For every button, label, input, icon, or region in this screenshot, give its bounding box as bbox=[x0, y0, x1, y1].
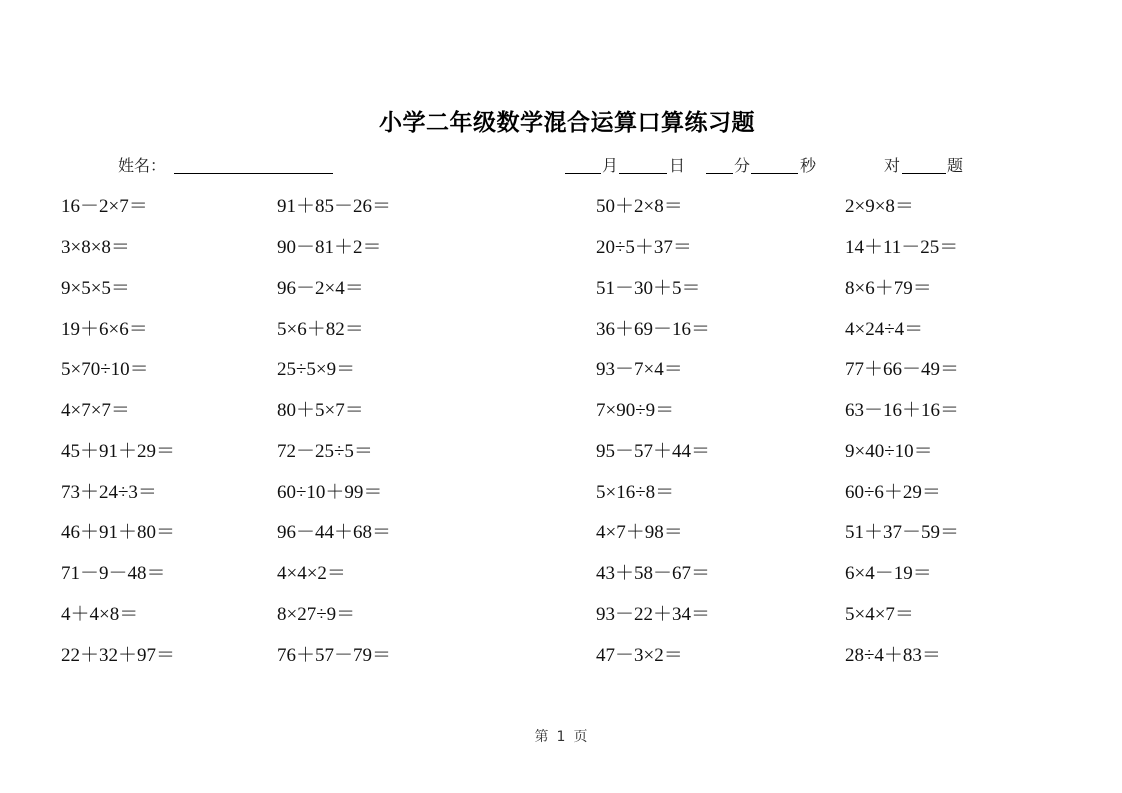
page-title: 小学二年级数学混合运算口算练习题 bbox=[379, 110, 755, 136]
problem-item: 71－9－48＝ bbox=[61, 563, 166, 584]
problem-item: 60÷6＋29＝ bbox=[845, 482, 941, 503]
problem-item: 28÷4＋83＝ bbox=[845, 645, 941, 666]
problem-item: 7×90÷9＝ bbox=[596, 400, 675, 421]
problem-item: 16－2×7＝ bbox=[61, 196, 148, 217]
problem-item: 4＋4×8＝ bbox=[61, 604, 139, 625]
problem-item: 8×27÷9＝ bbox=[277, 604, 356, 625]
correct-count-blank-line[interactable] bbox=[902, 173, 946, 174]
minute-blank-line[interactable] bbox=[706, 173, 733, 174]
problem-item: 5×4×7＝ bbox=[845, 604, 914, 625]
problem-item: 76＋57－79＝ bbox=[277, 645, 392, 666]
problem-item: 20÷5＋37＝ bbox=[596, 237, 692, 258]
second-label: 秒 bbox=[800, 156, 817, 175]
problem-item: 4×24÷4＝ bbox=[845, 319, 924, 340]
problem-item: 4×7＋98＝ bbox=[596, 522, 683, 543]
problem-item: 50＋2×8＝ bbox=[596, 196, 683, 217]
problem-item: 72－25÷5＝ bbox=[277, 441, 373, 462]
problem-item: 47－3×2＝ bbox=[596, 645, 683, 666]
problem-item: 6×4－19＝ bbox=[845, 563, 932, 584]
problem-item: 51＋37－59＝ bbox=[845, 522, 960, 543]
page-footer bbox=[0, 726, 1122, 746]
name-blank-line[interactable] bbox=[174, 173, 333, 174]
problem-item: 43＋58－67＝ bbox=[596, 563, 711, 584]
problem-item: 8×6＋79＝ bbox=[845, 278, 932, 299]
problem-item: 25÷5×9＝ bbox=[277, 359, 356, 380]
problem-item: 5×6＋82＝ bbox=[277, 319, 364, 340]
problem-item: 93－7×4＝ bbox=[596, 359, 683, 380]
problem-item: 46＋91＋80＝ bbox=[61, 522, 176, 543]
second-blank-line[interactable] bbox=[751, 173, 798, 174]
footer-prefix: 第 bbox=[534, 729, 549, 745]
problem-item: 96－2×4＝ bbox=[277, 278, 364, 299]
problem-item: 2×9×8＝ bbox=[845, 196, 914, 217]
day-blank-line[interactable] bbox=[619, 173, 667, 174]
problem-item: 91＋85－26＝ bbox=[277, 196, 392, 217]
problem-item: 22＋32＋97＝ bbox=[61, 645, 176, 666]
problem-item: 95－57＋44＝ bbox=[596, 441, 711, 462]
problem-item: 51－30＋5＝ bbox=[596, 278, 701, 299]
problem-item: 77＋66－49＝ bbox=[845, 359, 960, 380]
month-blank-line[interactable] bbox=[565, 173, 601, 174]
problem-item: 19＋6×6＝ bbox=[61, 319, 148, 340]
problem-item: 3×8×8＝ bbox=[61, 237, 130, 258]
page-number: 1 bbox=[556, 729, 566, 745]
problem-item: 4×4×2＝ bbox=[277, 563, 346, 584]
problem-item: 5×70÷10＝ bbox=[61, 359, 149, 380]
correct-label: 对 bbox=[884, 156, 901, 175]
problem-item: 63－16＋16＝ bbox=[845, 400, 960, 421]
name-label: 姓名： bbox=[118, 156, 167, 175]
problem-item: 45＋91＋29＝ bbox=[61, 441, 176, 462]
month-label: 月 bbox=[602, 156, 619, 175]
problem-item: 96－44＋68＝ bbox=[277, 522, 392, 543]
problem-item: 60÷10＋99＝ bbox=[277, 482, 383, 503]
problem-item: 4×7×7＝ bbox=[61, 400, 130, 421]
questions-label: 题 bbox=[947, 156, 964, 175]
problem-item: 9×5×5＝ bbox=[61, 278, 130, 299]
problem-item: 36＋69－16＝ bbox=[596, 319, 711, 340]
problem-item: 73＋24÷3＝ bbox=[61, 482, 157, 503]
minute-label: 分 bbox=[734, 156, 751, 175]
problem-item: 90－81＋2＝ bbox=[277, 237, 382, 258]
problem-item: 5×16÷8＝ bbox=[596, 482, 675, 503]
problem-item: 80＋5×7＝ bbox=[277, 400, 364, 421]
problem-item: 9×40÷10＝ bbox=[845, 441, 933, 462]
footer-suffix: 页 bbox=[573, 729, 588, 745]
problem-item: 93－22＋34＝ bbox=[596, 604, 711, 625]
day-label: 日 bbox=[669, 156, 686, 175]
problem-item: 14＋11－25＝ bbox=[845, 237, 959, 258]
